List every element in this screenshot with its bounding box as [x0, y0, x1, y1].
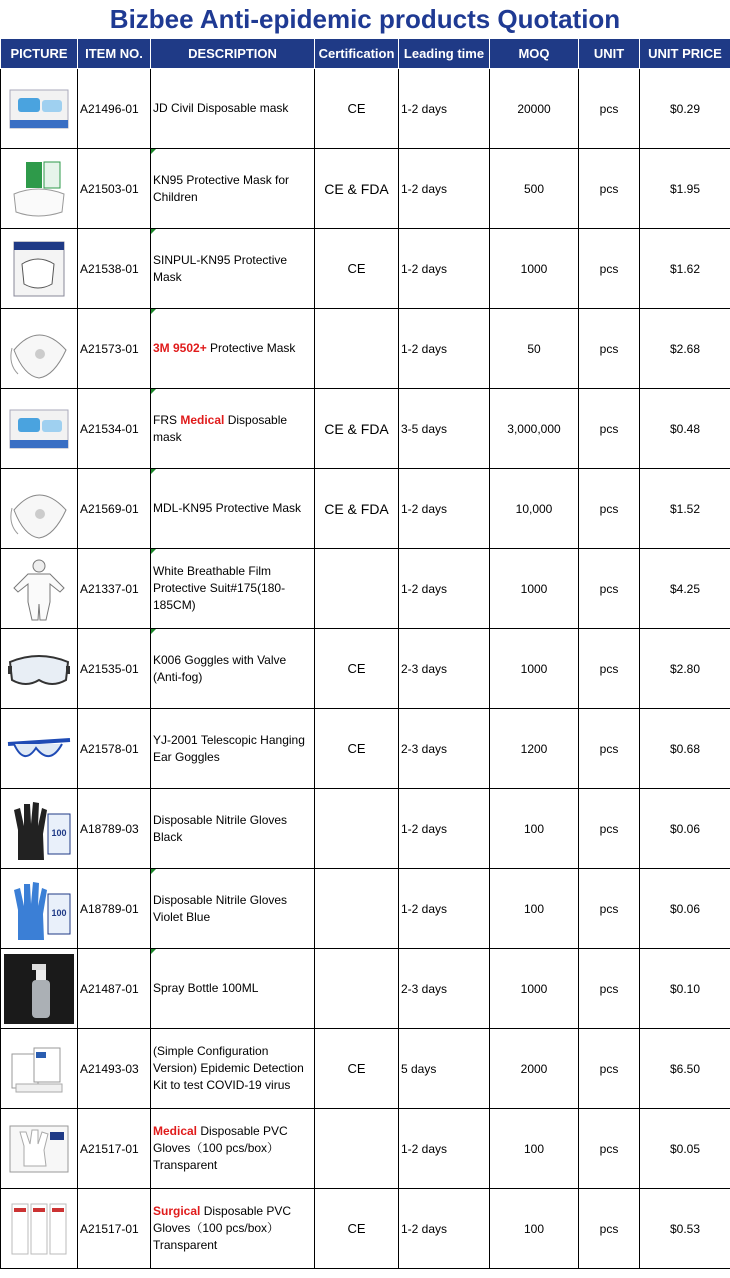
unit-price-cell: $1.62 [640, 229, 730, 309]
item-no-cell: A21493-03 [78, 1029, 151, 1109]
item-no-cell: A21535-01 [78, 629, 151, 709]
description-cell [151, 789, 315, 869]
product-picture-cell [1, 949, 78, 1029]
leading-time-cell: 1-2 days [399, 69, 490, 149]
unit-cell: pcs [579, 149, 640, 229]
table-row [1, 869, 730, 949]
unit-price-cell: $0.48 [640, 389, 730, 469]
unit-price-cell: $0.29 [640, 69, 730, 149]
unit-cell: pcs [579, 1189, 640, 1269]
respirator-icon [4, 474, 74, 544]
header-row [1, 39, 730, 69]
description-text: MDL-KN95 Protective Mask [153, 501, 302, 515]
unit-price-cell: $2.80 [640, 629, 730, 709]
comment-marker [151, 229, 156, 234]
description-cell [151, 149, 315, 229]
moq-cell: 1000 [490, 549, 579, 629]
header-description: DESCRIPTION [151, 39, 315, 69]
item-no-cell: A21569-01 [78, 469, 151, 549]
description-cell [151, 69, 315, 149]
pvc-gloves-icon [4, 1114, 74, 1184]
description-highlight: Surgical [153, 1204, 201, 1218]
table-row [1, 789, 730, 869]
header-moq: MOQ [490, 39, 579, 69]
comment-marker [151, 389, 156, 394]
blue-gloves-icon [4, 874, 74, 944]
leading-time-cell: 2-3 days [399, 949, 490, 1029]
leading-time-cell: 5 days [399, 1029, 490, 1109]
product-picture-cell [1, 69, 78, 149]
certification-cell: CE [315, 69, 399, 149]
table-row [1, 549, 730, 629]
unit-price-cell: $1.95 [640, 149, 730, 229]
unit-price-cell: $0.05 [640, 1109, 730, 1189]
description-cell [151, 549, 315, 629]
moq-cell: 1000 [490, 229, 579, 309]
comment-marker [151, 629, 156, 634]
moq-cell: 500 [490, 149, 579, 229]
product-picture-cell [1, 549, 78, 629]
description-text: Spray Bottle 100ML [153, 981, 259, 995]
certification-cell: CE [315, 1029, 399, 1109]
certification-cell: CE [315, 709, 399, 789]
comment-marker [151, 549, 156, 554]
comment-marker [151, 149, 156, 154]
product-picture-cell [1, 629, 78, 709]
item-no-cell: A21496-01 [78, 69, 151, 149]
description-text: Disposable Nitrile Gloves Black [153, 812, 288, 844]
moq-cell: 100 [490, 1109, 579, 1189]
description-cell [151, 629, 315, 709]
item-no-cell: A21337-01 [78, 549, 151, 629]
header-leading-time: Leading time [399, 39, 490, 69]
product-picture-cell [1, 709, 78, 789]
unit-cell: pcs [579, 949, 640, 1029]
quotation-table [0, 38, 730, 1269]
item-no-cell: A21517-01 [78, 1189, 151, 1269]
item-no-cell: A21487-01 [78, 949, 151, 1029]
description-highlight: Medical [180, 412, 225, 427]
header-picture: PICTURE [1, 39, 78, 69]
description-text: JD Civil Disposable mask [153, 101, 289, 115]
leading-time-cell: 2-3 days [399, 709, 490, 789]
certification-cell: CE & FDA [315, 469, 399, 549]
item-no-cell: A21517-01 [78, 1109, 151, 1189]
black-gloves-icon [4, 794, 74, 864]
table-row [1, 149, 730, 229]
table-row [1, 1189, 730, 1269]
comment-marker [151, 949, 156, 954]
unit-cell: pcs [579, 1029, 640, 1109]
item-no-cell: A18789-03 [78, 789, 151, 869]
unit-cell: pcs [579, 629, 640, 709]
certification-cell: CE [315, 229, 399, 309]
moq-cell: 50 [490, 309, 579, 389]
table-row [1, 229, 730, 309]
leading-time-cell: 1-2 days [399, 869, 490, 949]
item-no-cell: A21534-01 [78, 389, 151, 469]
description-text: Disposable mask [153, 412, 288, 444]
unit-price-cell: $0.06 [640, 869, 730, 949]
table-row [1, 1109, 730, 1189]
table-row [1, 709, 730, 789]
unit-price-cell: $4.25 [640, 549, 730, 629]
certification-cell [315, 309, 399, 389]
table-row [1, 1029, 730, 1109]
certification-cell [315, 949, 399, 1029]
unit-cell: pcs [579, 69, 640, 149]
respirator-icon [4, 314, 74, 384]
product-picture-cell [1, 149, 78, 229]
item-no-cell: A21503-01 [78, 149, 151, 229]
spray-bottle-icon [4, 954, 74, 1024]
description-text: White Breathable Film Protective Suit#175(180-185CM) [153, 564, 286, 612]
description-cell [151, 229, 315, 309]
header-unit: UNIT [579, 39, 640, 69]
unit-cell: pcs [579, 709, 640, 789]
description-highlight: 3M 9502+ [153, 341, 207, 355]
leading-time-cell: 3-5 days [399, 389, 490, 469]
table-row [1, 469, 730, 549]
item-no-cell: A21538-01 [78, 229, 151, 309]
description-cell [151, 389, 315, 469]
page-title: Bizbee Anti-epidemic products Quotation [109, 4, 621, 34]
description-text: YJ-2001 Telescopic Hanging Ear Goggles [153, 732, 305, 764]
table-row [1, 309, 730, 389]
item-no-cell: A21573-01 [78, 309, 151, 389]
product-picture-cell [1, 229, 78, 309]
moq-cell: 2000 [490, 1029, 579, 1109]
table-row [1, 389, 730, 469]
table-row [1, 949, 730, 1029]
header-unit-price: UNIT PRICE [640, 39, 730, 69]
description-text: Disposable PVC Gloves（100 pcs/box） Transparent [153, 1204, 292, 1252]
comment-marker [151, 869, 156, 874]
kn95-child-icon [4, 154, 74, 224]
moq-cell: 20000 [490, 69, 579, 149]
table-row [1, 69, 730, 149]
protective-suit-icon [4, 554, 74, 624]
certification-cell [315, 869, 399, 949]
description-text: KN95 Protective Mask for Children [153, 172, 290, 204]
unit-price-cell: $0.06 [640, 789, 730, 869]
description-cell [151, 709, 315, 789]
unit-cell: pcs [579, 869, 640, 949]
unit-price-cell: $0.68 [640, 709, 730, 789]
unit-price-cell: $0.10 [640, 949, 730, 1029]
product-picture-cell [1, 1029, 78, 1109]
glasses-icon [4, 714, 74, 784]
moq-cell: 100 [490, 1189, 579, 1269]
description-cell [151, 1029, 315, 1109]
comment-marker [151, 309, 156, 314]
product-picture-cell [1, 309, 78, 389]
item-no-cell: A21578-01 [78, 709, 151, 789]
leading-time-cell: 1-2 days [399, 149, 490, 229]
description-highlight: Medical [153, 1124, 198, 1138]
unit-cell: pcs [579, 389, 640, 469]
description-text: Protective Mask [206, 341, 296, 355]
unit-cell: pcs [579, 229, 640, 309]
product-picture-cell [1, 1189, 78, 1269]
certification-cell [315, 789, 399, 869]
kn95-box-icon [4, 234, 74, 304]
description-text: Disposable PVC Gloves（100 pcs/box） Transparent [153, 1124, 288, 1172]
product-picture-cell [1, 789, 78, 869]
moq-cell: 100 [490, 869, 579, 949]
description-cell [151, 469, 315, 549]
certification-cell: CE & FDA [315, 389, 399, 469]
unit-price-cell: $1.52 [640, 469, 730, 549]
leading-time-cell: 1-2 days [399, 229, 490, 309]
mask-box-icon [4, 74, 74, 144]
header-certification: Certification [315, 39, 399, 69]
product-picture-cell [1, 1109, 78, 1189]
leading-time-cell: 1-2 days [399, 469, 490, 549]
description-text: SINPUL-KN95 Protective Mask [153, 252, 288, 284]
description-cell [151, 869, 315, 949]
unit-price-cell: $0.53 [640, 1189, 730, 1269]
description-cell [151, 949, 315, 1029]
unit-cell: pcs [579, 1109, 640, 1189]
leading-time-cell: 1-2 days [399, 789, 490, 869]
product-picture-cell [1, 869, 78, 949]
moq-cell: 1000 [490, 949, 579, 1029]
unit-cell: pcs [579, 789, 640, 869]
moq-cell: 1000 [490, 629, 579, 709]
certification-cell: CE & FDA [315, 149, 399, 229]
certification-cell: CE [315, 629, 399, 709]
certification-cell: CE [315, 1189, 399, 1269]
item-no-cell: A18789-01 [78, 869, 151, 949]
certification-cell [315, 549, 399, 629]
description-text: (Simple Configuration Version) Epidemic Detection Kit to test COVID-19 virus [153, 1044, 304, 1092]
svg-text:100: 100 [51, 827, 67, 838]
moq-cell: 3,000,000 [490, 389, 579, 469]
surgical-gloves-icon [4, 1194, 74, 1264]
leading-time-cell: 1-2 days [399, 1189, 490, 1269]
description-text: Disposable Nitrile Gloves Violet Blue [153, 892, 288, 924]
description-cell [151, 1109, 315, 1189]
unit-cell: pcs [579, 309, 640, 389]
header-item-no: ITEM NO. [78, 39, 151, 69]
description-cell [151, 309, 315, 389]
leading-time-cell: 2-3 days [399, 629, 490, 709]
leading-time-cell: 1-2 days [399, 1109, 490, 1189]
leading-time-cell: 1-2 days [399, 549, 490, 629]
svg-text:100: 100 [51, 907, 67, 918]
unit-cell: pcs [579, 469, 640, 549]
comment-marker [151, 469, 156, 474]
description-text: FRS [153, 412, 181, 427]
mask-box-icon [4, 394, 74, 464]
test-kit-icon [4, 1034, 74, 1104]
moq-cell: 1200 [490, 709, 579, 789]
unit-cell: pcs [579, 549, 640, 629]
moq-cell: 10,000 [490, 469, 579, 549]
unit-price-cell: $6.50 [640, 1029, 730, 1109]
goggles-icon [4, 634, 74, 704]
unit-price-cell: $2.68 [640, 309, 730, 389]
product-picture-cell [1, 389, 78, 469]
moq-cell: 100 [490, 789, 579, 869]
leading-time-cell: 1-2 days [399, 309, 490, 389]
description-text: K006 Goggles with Valve (Anti-fog) [153, 652, 287, 684]
certification-cell [315, 1109, 399, 1189]
product-picture-cell [1, 469, 78, 549]
table-row [1, 629, 730, 709]
description-cell [151, 1189, 315, 1269]
